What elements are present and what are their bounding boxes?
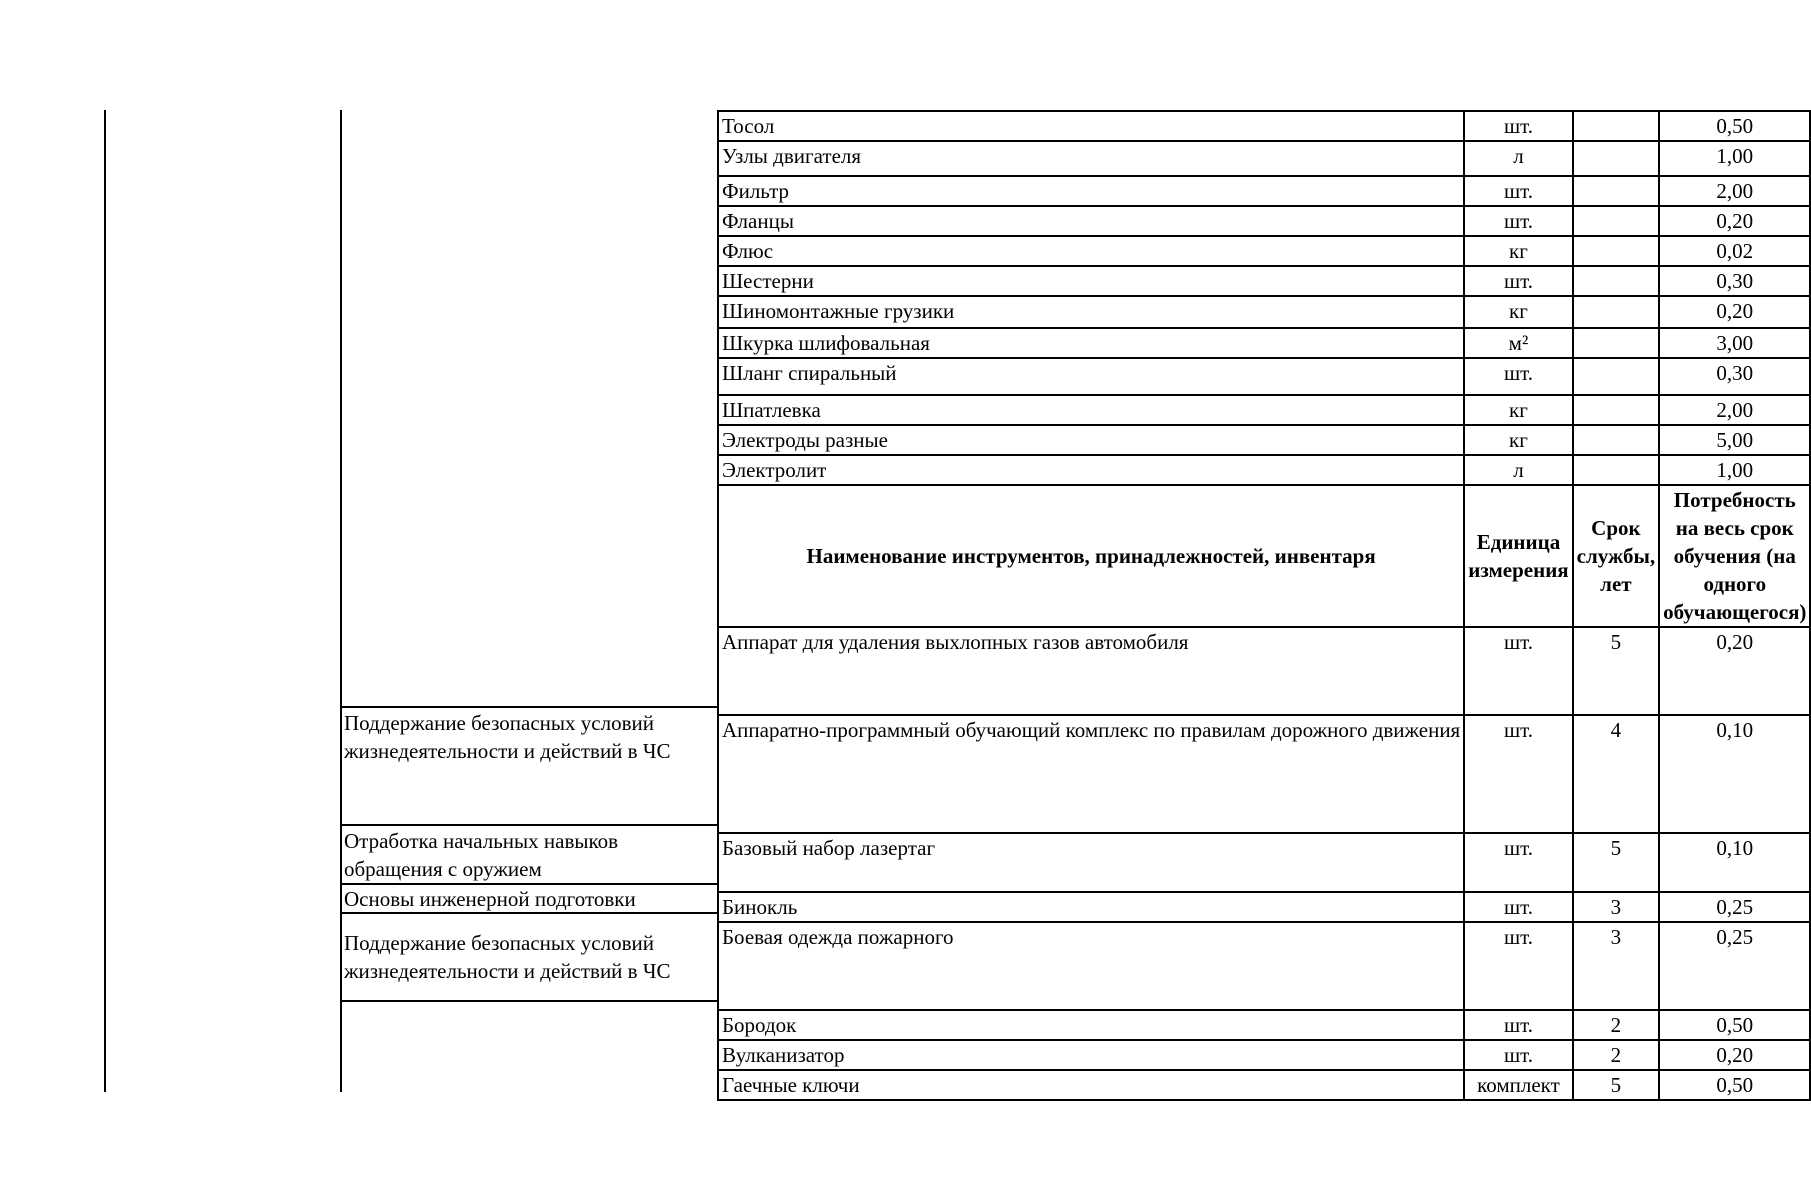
item-name: Шестерни — [718, 266, 1464, 296]
item-name: Аппарат для удаления выхлопных газов автомобиля — [718, 627, 1464, 715]
item-need: 0,20 — [1659, 1040, 1810, 1070]
item-life: 2 — [1573, 1010, 1659, 1040]
table-row — [718, 266, 1810, 296]
item-need: 0,20 — [1659, 296, 1810, 328]
section-label: Основы инженерной подготовки — [344, 887, 636, 911]
item-need: 0,25 — [1659, 922, 1810, 1010]
item-unit: комплект — [1464, 1070, 1572, 1100]
item-life — [1573, 296, 1659, 328]
left-border-line — [104, 110, 106, 1092]
table-row — [718, 141, 1810, 176]
item-need: 0,20 — [1659, 627, 1810, 715]
table-row — [718, 111, 1810, 141]
table-row — [718, 328, 1810, 358]
table-row — [718, 296, 1810, 328]
item-unit: шт. — [1464, 111, 1572, 141]
table-row — [718, 715, 1810, 833]
item-unit: кг — [1464, 425, 1572, 455]
item-need: 0,50 — [1659, 111, 1810, 141]
item-life: 2 — [1573, 1040, 1659, 1070]
section-label: Поддержание безопасных условий жизнедеятельности и действий в ЧС — [344, 931, 671, 983]
header-need: Потребность на весь срок обучения (на одного обучающегося) — [1659, 485, 1810, 627]
table-row — [718, 176, 1810, 206]
item-unit: л — [1464, 141, 1572, 176]
item-life: 4 — [1573, 715, 1659, 833]
item-unit: шт. — [1464, 266, 1572, 296]
item-life: 5 — [1573, 627, 1659, 715]
table-row — [718, 1070, 1810, 1100]
item-unit: шт. — [1464, 358, 1572, 395]
item-life — [1573, 455, 1659, 485]
item-unit: шт. — [1464, 715, 1572, 833]
section-label: Отработка начальных навыков обращения с оружием — [344, 829, 619, 881]
item-need: 5,00 — [1659, 425, 1810, 455]
table-row — [718, 425, 1810, 455]
item-unit: шт. — [1464, 892, 1572, 922]
item-unit: шт. — [1464, 1010, 1572, 1040]
item-need: 0,30 — [1659, 358, 1810, 395]
table-row — [718, 455, 1810, 485]
item-name: Электроды разные — [718, 425, 1464, 455]
item-unit: кг — [1464, 296, 1572, 328]
item-life — [1573, 176, 1659, 206]
item-life: 3 — [1573, 892, 1659, 922]
item-life — [1573, 425, 1659, 455]
item-need: 0,10 — [1659, 715, 1810, 833]
table-row — [718, 358, 1810, 395]
item-life: 3 — [1573, 922, 1659, 1010]
item-need: 1,00 — [1659, 455, 1810, 485]
item-name: Шпатлевка — [718, 395, 1464, 425]
item-name: Электролит — [718, 455, 1464, 485]
table-row — [718, 1040, 1810, 1070]
item-unit: кг — [1464, 395, 1572, 425]
item-life — [1573, 236, 1659, 266]
item-unit: шт. — [1464, 833, 1572, 892]
item-need: 0,02 — [1659, 236, 1810, 266]
item-need: 0,20 — [1659, 206, 1810, 236]
item-name: Флюс — [718, 236, 1464, 266]
table-row — [718, 627, 1810, 715]
item-name: Фланцы — [718, 206, 1464, 236]
table-row — [718, 833, 1810, 892]
equipment-table — [717, 110, 1811, 1101]
item-unit: шт. — [1464, 922, 1572, 1010]
table-row — [718, 1010, 1810, 1040]
item-need: 0,50 — [1659, 1070, 1810, 1100]
item-name: Шланг спиральный — [718, 358, 1464, 395]
table-row — [718, 922, 1810, 1010]
section-divider — [340, 1000, 718, 1002]
table-header-row — [718, 485, 1810, 627]
item-need: 2,00 — [1659, 395, 1810, 425]
item-name: Узлы двигателя — [718, 141, 1464, 176]
item-name: Аппаратно-программный обучающий комплекс по правилам дорожного движения — [718, 715, 1464, 833]
item-need: 0,10 — [1659, 833, 1810, 892]
header-unit: Единица измерения — [1464, 485, 1572, 627]
item-unit: кг — [1464, 236, 1572, 266]
item-life — [1573, 328, 1659, 358]
header-name: Наименование инструментов, принадлежностей, инвентаря — [718, 485, 1464, 627]
item-name: Бинокль — [718, 892, 1464, 922]
item-life — [1573, 266, 1659, 296]
item-name: Гаечные ключи — [718, 1070, 1464, 1100]
item-unit: м² — [1464, 328, 1572, 358]
item-need: 2,00 — [1659, 176, 1810, 206]
item-life — [1573, 206, 1659, 236]
item-unit: шт. — [1464, 1040, 1572, 1070]
table-row — [718, 892, 1810, 922]
item-need: 3,00 — [1659, 328, 1810, 358]
item-need: 1,00 — [1659, 141, 1810, 176]
item-life — [1573, 395, 1659, 425]
item-need: 0,25 — [1659, 892, 1810, 922]
item-name: Бородок — [718, 1010, 1464, 1040]
item-life — [1573, 358, 1659, 395]
item-name: Вулканизатор — [718, 1040, 1464, 1070]
item-unit: л — [1464, 455, 1572, 485]
item-name: Базовый набор лазертаг — [718, 833, 1464, 892]
item-unit: шт. — [1464, 627, 1572, 715]
item-need: 0,30 — [1659, 266, 1810, 296]
header-life: Срок службы, лет — [1573, 485, 1659, 627]
item-name: Боевая одежда пожарного — [718, 922, 1464, 1010]
table-row — [718, 395, 1810, 425]
item-name: Фильтр — [718, 176, 1464, 206]
item-unit: шт. — [1464, 206, 1572, 236]
item-name: Тосол — [718, 111, 1464, 141]
item-name: Шиномонтажные грузики — [718, 296, 1464, 328]
item-life — [1573, 111, 1659, 141]
item-need: 0,50 — [1659, 1010, 1810, 1040]
item-life: 5 — [1573, 1070, 1659, 1100]
section-label: Поддержание безопасных условий жизнедеятельности и действий в ЧС — [344, 711, 671, 763]
item-name: Шкурка шлифовальная — [718, 328, 1464, 358]
table-row — [718, 236, 1810, 266]
item-life: 5 — [1573, 833, 1659, 892]
table-row — [718, 206, 1810, 236]
item-unit: шт. — [1464, 176, 1572, 206]
item-life — [1573, 141, 1659, 176]
